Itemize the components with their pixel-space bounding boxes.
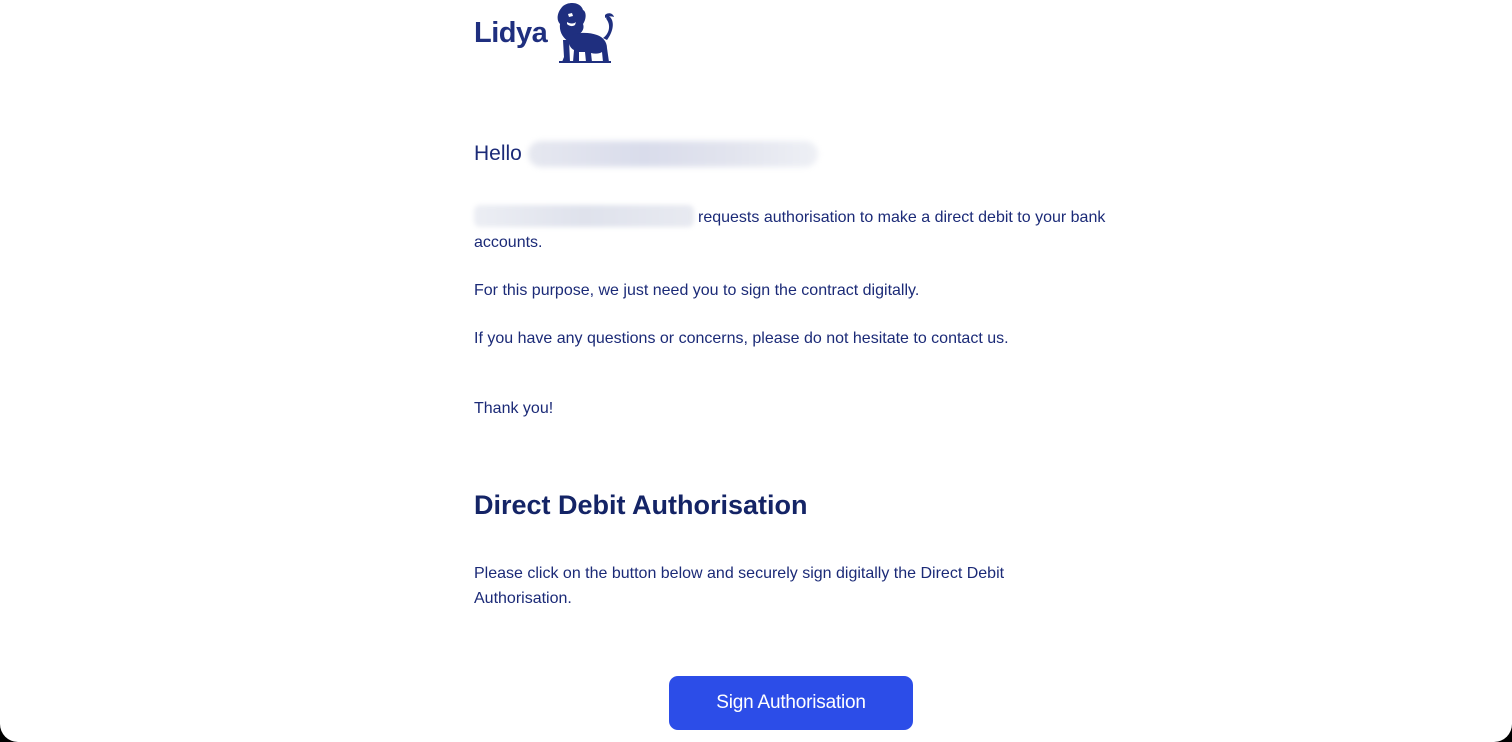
questions-paragraph: If you have any questions or concerns, please do not hesitate to contact us. [474,330,1009,347]
greeting-text: Hello [474,142,522,165]
redacted-company-name [474,205,694,227]
request-text: requests authorisation to make a direct debit to your bank accounts. [474,209,1106,251]
sign-authorisation-button[interactable]: Sign Authorisation [669,676,913,730]
request-paragraph [474,205,1114,255]
logo-text: Lidya [474,17,548,49]
redacted-recipient-name [528,141,818,167]
thanks-paragraph: Thank you! [474,400,554,417]
greeting [474,141,818,167]
lidya-logo[interactable] [474,2,619,64]
instruction-paragraph: Please click on the button below and securely sign digitally the Direct Debit Authorisation. [474,565,1005,607]
lion-icon [545,2,619,64]
purpose-paragraph: For this purpose, we just need you to sign the contract digitally. [474,282,920,299]
section-heading: Direct Debit Authorisation [474,490,808,520]
